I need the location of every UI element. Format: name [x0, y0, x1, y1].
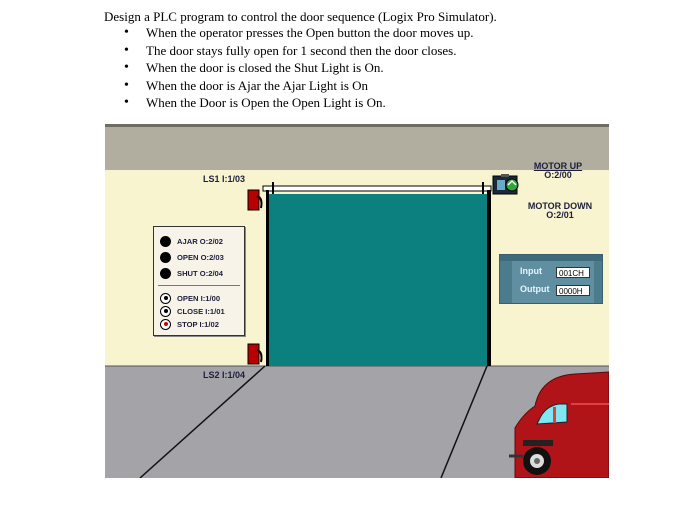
open-button[interactable]: [160, 291, 220, 305]
door-track: [263, 186, 491, 191]
shut-light-label: SHUT O:2/04: [177, 268, 223, 278]
plc-input-value: 001CH: [556, 267, 590, 278]
stop-button-label: STOP I:1/02: [177, 319, 219, 329]
list-item: • The door stays fully open for 1 second then the door closes.: [124, 42, 473, 60]
ls2-label: LS2 I:1/04: [203, 370, 246, 380]
list-item: • When the operator presses the Open button the door moves up.: [124, 24, 473, 42]
plc-input-label: Input: [520, 266, 542, 276]
motor-up-title: MOTOR UP: [533, 161, 583, 171]
plc-output-label: Output: [520, 284, 550, 294]
motor-down-title: MOTOR DOWN: [527, 201, 593, 211]
motor-down-label: [521, 202, 599, 220]
requirements-list: [124, 24, 473, 112]
list-item: • When the door is closed the Shut Light is On.: [124, 59, 473, 77]
stop-pushbutton-icon[interactable]: [160, 319, 171, 330]
motor-icon: [493, 174, 518, 194]
ls2-limit-switch: [248, 344, 262, 364]
plc-output-value: 0000H: [556, 285, 590, 296]
list-item: • When the door is Ajar the Ajar Light is On: [124, 77, 473, 95]
plc-io-module: [499, 254, 603, 304]
task-intro: Design a PLC program to control the door sequence (Logix Pro Simulator).: [104, 9, 497, 24]
door-simulator-scene: [105, 124, 609, 478]
open-pushbutton-icon[interactable]: [160, 293, 171, 304]
control-panel: [153, 226, 245, 336]
motor-up-label: [525, 162, 591, 180]
shut-lamp-icon: [160, 268, 171, 279]
ajar-light: [160, 234, 223, 248]
list-item: • When the Door is Open the Open Light is On.: [124, 94, 473, 112]
garage-door: [269, 194, 487, 366]
ls1-label: LS1 I:1/03: [203, 174, 246, 184]
close-pushbutton-icon[interactable]: [160, 306, 171, 317]
open-light-label: OPEN O:2/03: [177, 252, 224, 262]
motor-up-address: O:2/00: [544, 170, 572, 180]
close-button-label: CLOSE I:1/01: [177, 306, 225, 316]
close-button[interactable]: [160, 304, 225, 318]
open-light: [160, 250, 224, 264]
motor-down-address: O:2/01: [546, 210, 574, 220]
open-button-label: OPEN I:1/00: [177, 293, 221, 303]
ajar-lamp-icon: [160, 236, 171, 247]
ls1-limit-switch: [248, 190, 262, 210]
ajar-light-label: AJAR O:2/02: [177, 236, 224, 246]
open-lamp-icon: [160, 252, 171, 263]
shut-light: [160, 266, 223, 280]
stop-button[interactable]: [160, 317, 219, 331]
